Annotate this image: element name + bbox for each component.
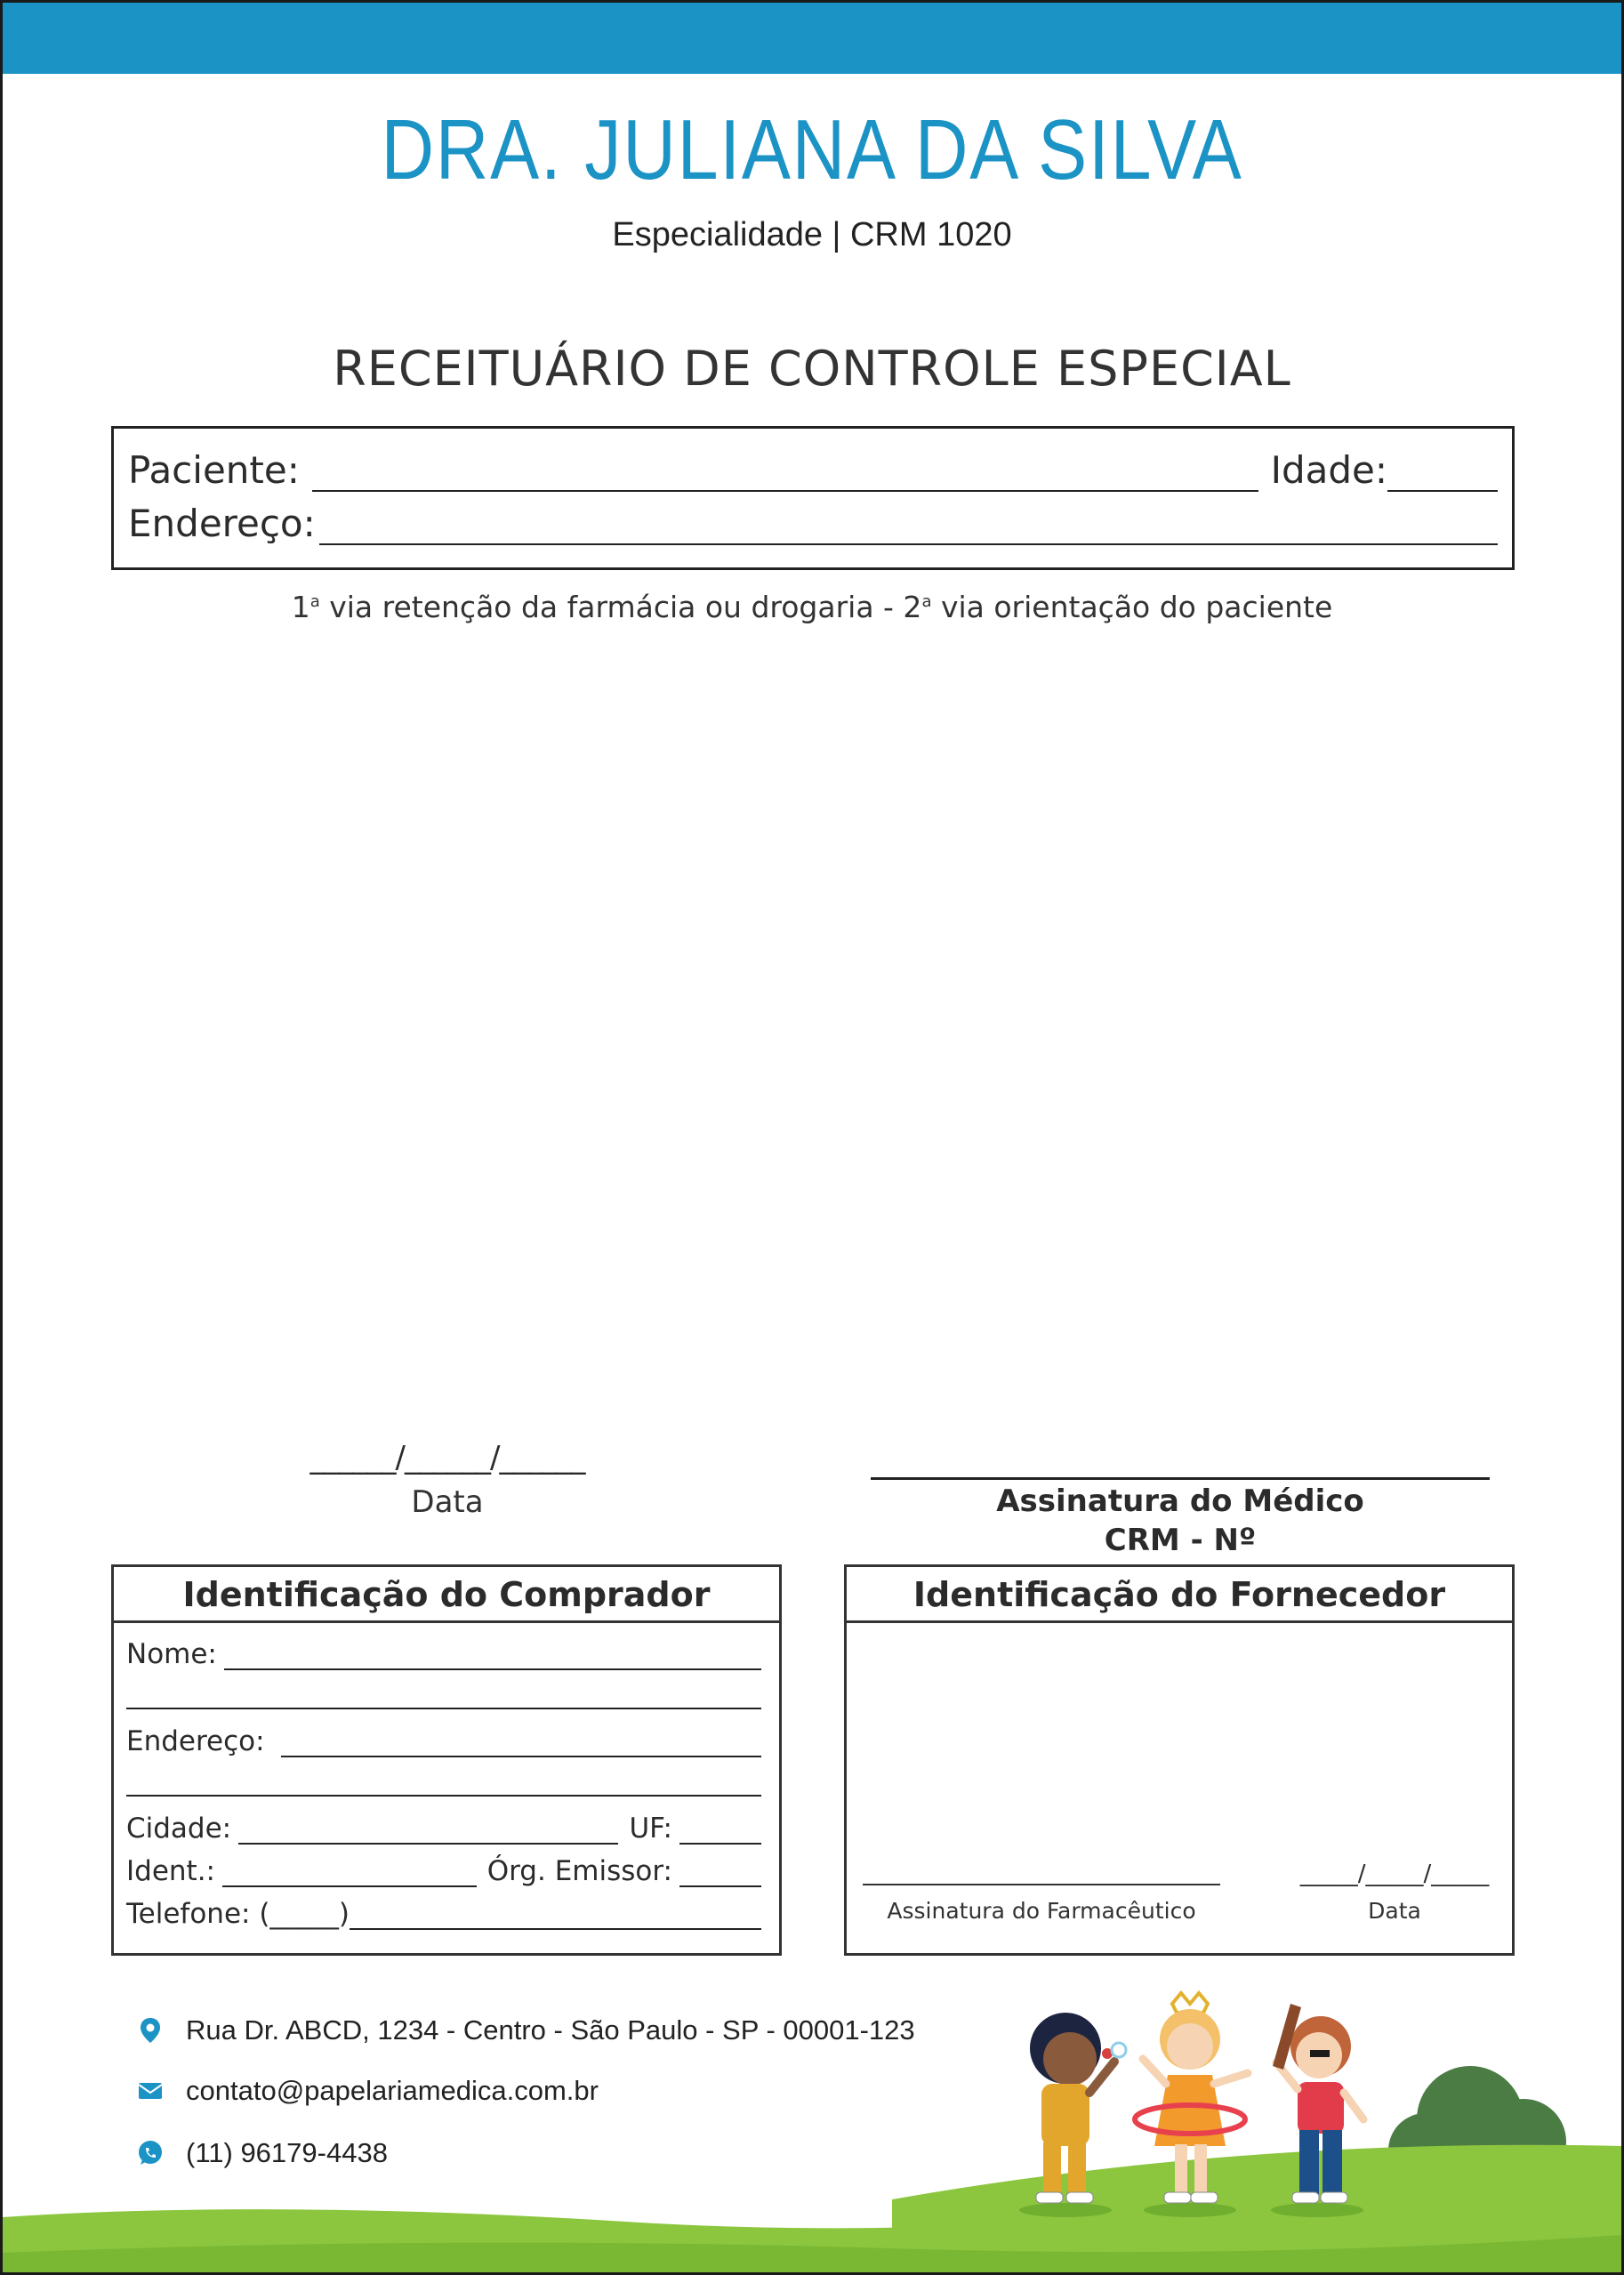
supplier-date-field[interactable]: _____/_____/_____: [1299, 1861, 1490, 1887]
buyer-phone-field[interactable]: [350, 1901, 761, 1930]
buyer-title: Identificação do Comprador: [114, 1567, 779, 1623]
buyer-name-label: Nome:: [126, 1638, 217, 1670]
doctor-specialty: Especialidade | CRM 1020: [612, 216, 1012, 253]
patient-label: Paciente:: [128, 448, 300, 492]
doctor-signature-label: Assinatura do Médico: [996, 1483, 1364, 1519]
buyer-city-label: Cidade:: [126, 1813, 232, 1845]
contact-email-text[interactable]: contato@papelariamedica.com.br: [186, 2075, 599, 2106]
buyer-city-row: [126, 1813, 761, 1845]
supplier-title: Identificação do Fornecedor: [847, 1567, 1512, 1623]
crm-label: CRM - Nº: [1104, 1523, 1257, 1558]
envelope-icon: [136, 2077, 165, 2105]
buyer-name-row-2: [126, 1681, 761, 1709]
buyer-address-label: Endereço:: [126, 1725, 265, 1757]
buyer-issuer-field[interactable]: [679, 1859, 761, 1887]
buyer-uf-label: UF:: [629, 1813, 672, 1845]
via-note: 1$^a$ via retenção da farmácia ou drogaria - 2$^a$ via orientação do paciente: [291, 590, 1333, 624]
buyer-city-field[interactable]: [238, 1816, 618, 1845]
age-field[interactable]: [1387, 456, 1498, 492]
patient-row: [128, 448, 1498, 492]
buyer-uf-field[interactable]: [679, 1816, 761, 1845]
patient-box: [111, 426, 1515, 570]
buyer-ident-row: [126, 1855, 761, 1887]
contact-email: [136, 2075, 599, 2107]
address-row: [128, 502, 1498, 545]
location-pin-icon: [136, 2016, 165, 2045]
prescription-date: [307, 1440, 588, 1520]
buyer-box: [111, 1564, 782, 1956]
buyer-phone-label: Telefone: (_____): [126, 1898, 350, 1930]
contact-address-text: Rua Dr. ABCD, 1234 - Centro - São Paulo - SP - 00001-123: [186, 2014, 915, 2046]
address-label: Endereço:: [128, 502, 316, 545]
date-label: Data: [411, 1484, 484, 1520]
top-color-bar: [3, 3, 1621, 74]
whatsapp-icon: [136, 2139, 165, 2167]
contact-address: [136, 2014, 915, 2046]
buyer-address-field[interactable]: [281, 1729, 761, 1757]
supplier-date-label: Data: [1368, 1898, 1421, 1924]
address-field[interactable]: [319, 510, 1498, 545]
buyer-ident-label: Ident.:: [126, 1855, 215, 1887]
patient-field[interactable]: [312, 456, 1258, 492]
date-field[interactable]: ______/______/______: [310, 1440, 585, 1475]
buyer-issuer-label: Órg. Emissor:: [486, 1855, 672, 1887]
pharmacist-signature-line[interactable]: [863, 1884, 1220, 1885]
form-title: RECEITUÁRIO DE CONTROLE ESPECIAL: [333, 341, 1291, 397]
buyer-name-row: [126, 1638, 761, 1670]
doctor-name: DRA. JULIANA DA SILVA: [381, 102, 1243, 197]
buyer-address-field-2[interactable]: [126, 1768, 761, 1797]
contact-phone: [136, 2137, 388, 2169]
buyer-name-field[interactable]: [224, 1642, 761, 1670]
buyer-address-row-2: [126, 1768, 761, 1797]
age-label: Idade:: [1270, 448, 1387, 492]
buyer-name-field-2[interactable]: [126, 1681, 761, 1709]
contact-phone-text[interactable]: (11) 96179-4438: [186, 2137, 388, 2168]
buyer-ident-field[interactable]: [222, 1859, 477, 1887]
buyer-address-row: [126, 1725, 761, 1757]
supplier-box: [844, 1564, 1515, 1956]
pharmacist-signature-label: Assinatura do Farmacêutico: [887, 1898, 1196, 1924]
doctor-signature: [871, 1440, 1490, 1558]
doctor-signature-line[interactable]: [871, 1440, 1490, 1480]
buyer-phone-row: [126, 1898, 761, 1930]
